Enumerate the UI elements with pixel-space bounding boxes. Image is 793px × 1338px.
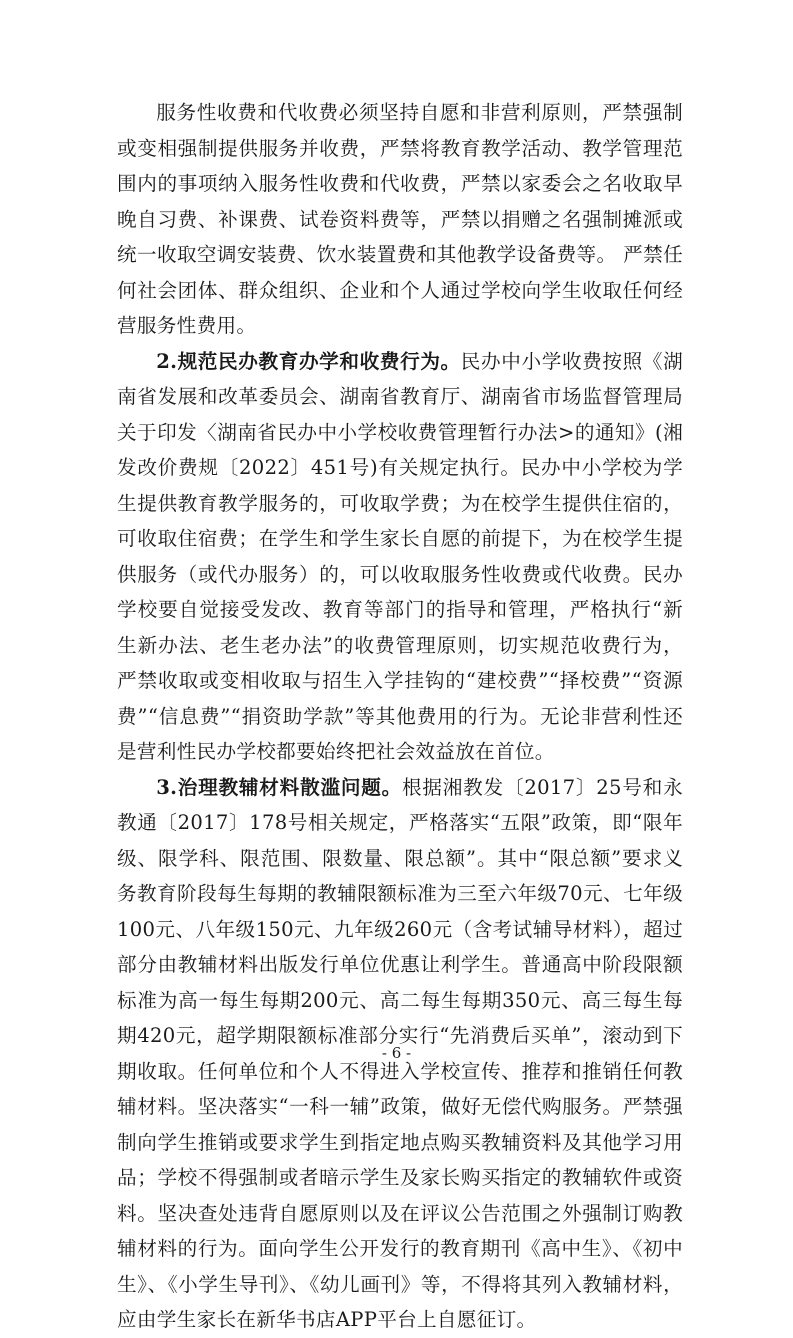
paragraph-heading: 3.治理教辅材料散滥问题。 [156, 775, 403, 799]
paragraph-body: 服务性收费和代收费必须坚持自愿和非营利原则，严禁强制或变相强制提供服务并收费，严禁将教育教学活动、教学管理范围内的事项纳入服务性收费和代收费，严禁以家委会之名收取早晚自习费、补课费、试卷资料费等，严禁以捐赠之名强制摊派或统一收取空调安装费、饮水装置费和其他教学设备费等。 严禁任何社会团体、群众组织、企业和个人通过学校向学生收取任何经营服务性费用。 [117, 101, 683, 337]
page-number: - 6 - [381, 1044, 412, 1062]
paragraph-body: 根据湘教发〔2017〕25号和永教通〔2017〕178号相关规定，严格落实“五限”政策，即“限年级、限学科、限范围、限数量、限总额”。其中“限总额”要求义务教育阶段每生每期的教辅限额标准为三至六年级70元、七年级100元、八年级150元、九年级260元（含考试辅导材料），超过部分由教辅材料出版发行单位优惠让利学生。普通高中阶段限额标准为高一每生每期200元、高二每生每期350元、高三每生每期420元，超学期限额标准部分实行“先消费后买单”，滚动到下期收取。任何单位和个人不得进入学校宣传、推荐和推销任何教辅材料。坚决落实“一科一辅”政策，做好无偿代购服务。严禁强制向学生推销或要求学生到指定地点购买教辅资料及其他学习用品；学校不得强制或者暗示学生及家长购买指定的教辅软件或资料。坚决查处违背自愿原则以及在评议公告范围之外强制订购教辅材料的行为。面向学生公开发行的教育期刊《高中生》、《初中生》、《小学生导刊》、《幼儿画刊》等，不得将其列入教辅材料，应由学生家长在新华书店APP平台上自愿征订。 [117, 775, 683, 1331]
body-text [117, 95, 683, 1338]
paragraph-private-education [117, 344, 683, 770]
paragraph-fee-principles [117, 95, 683, 344]
paragraph-body: 民办中小学收费按照《湖南省发展和改革委员会、湖南省教育厅、湖南省市场监督管理局关于印发〈湖南省民办中小学校收费管理暂行办法>的通知》(湘发改价费规〔2022〕451号)有关规定执行。民办中小学校为学生提供教育教学服务的，可收取学费；为在校学生提供住宿的，可收取住宿费；在学生和学生家长自愿的前提下，为在校学生提供服务（或代办服务）的，可以收取服务性收费或代收费。民办学校要自觉接受发改、教育等部门的指导和管理，严格执行“新生新办法、老生老办法”的收费管理原则，切实规范收费行为，严禁收取或变相收取与招生入学挂钩的“建校费”“择校费”“资源费”“信息费”“捐资助学款”等其他费用的行为。无论非营利性还是营利性民办学校都要始终把社会效益放在首位。 [117, 349, 683, 763]
paragraph-heading: 2.规范民办教育办学和收费行为。 [156, 349, 461, 373]
